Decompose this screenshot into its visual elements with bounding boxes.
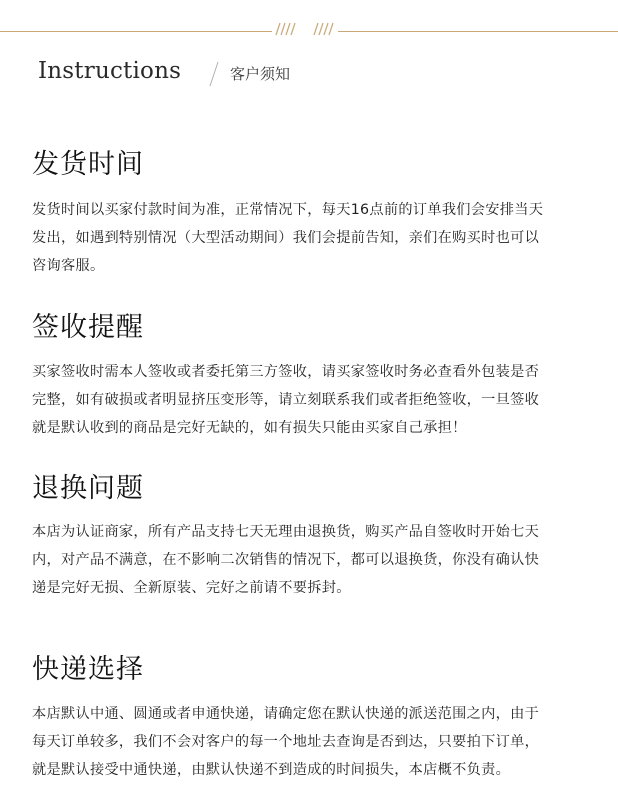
header-title-en: Instructions bbox=[38, 58, 182, 84]
top-divider-right bbox=[338, 31, 618, 32]
section-title-receipt-reminder: 签收提醒 bbox=[32, 312, 144, 343]
header-title-cn: 客户须知 bbox=[230, 65, 291, 83]
body-line: 完整，如有破损或者明显挤压变形等，请立刻联系我们或者拒绝签收，一旦签收 bbox=[32, 392, 540, 408]
body-line: 发出，如遇到特别情况（大型活动期间）我们会提前告知，亲们在购买时也可以 bbox=[32, 230, 540, 246]
body-line: 递是完好无损、全新原装、完好之前请不要拆封。 bbox=[32, 580, 351, 596]
section-title-courier-choice: 快递选择 bbox=[32, 654, 144, 685]
body-line: 发货时间以买家付款时间为准，正常情况下，每天16点前的订单我们会安排当天 bbox=[32, 202, 544, 218]
section-body-courier-choice bbox=[32, 700, 588, 784]
page-header bbox=[38, 58, 598, 90]
section-body-returns bbox=[32, 518, 588, 602]
body-line: 咨询客服。 bbox=[32, 258, 105, 274]
section-body-receipt-reminder bbox=[32, 358, 588, 442]
section-body-shipping-time bbox=[32, 196, 588, 280]
body-line: 内，对产品不满意，在不影响二次销售的情况下，都可以退换货，你没有确认快 bbox=[32, 552, 540, 568]
body-line: 本店为认证商家，所有产品支持七天无理由退换货，购买产品自签收时开始七天 bbox=[32, 524, 540, 540]
body-line: 每天订单较多，我们不会对客户的每一个地址去查询是否到达，只要拍下订单， bbox=[32, 734, 540, 750]
body-line: 本店默认中通、圆通或者申通快递，请确定您在默认快递的派送范围之内，由于 bbox=[32, 706, 540, 722]
slash-separator-icon bbox=[206, 60, 222, 88]
top-divider-left bbox=[0, 31, 272, 32]
body-line: 就是默认收到的商品是完好无缺的，如有损失只能由买家自己承担！ bbox=[32, 420, 467, 436]
section-title-returns: 退换问题 bbox=[32, 473, 144, 504]
body-line: 买家签收时需本人签收或者委托第三方签收，请买家签收时务必查看外包装是否 bbox=[32, 364, 540, 380]
section-title-shipping-time: 发货时间 bbox=[32, 149, 144, 180]
slash-ornament-icon bbox=[272, 21, 338, 37]
body-line: 就是默认接受中通快递，由默认快递不到造成的时间损失，本店概不负责。 bbox=[32, 762, 511, 778]
